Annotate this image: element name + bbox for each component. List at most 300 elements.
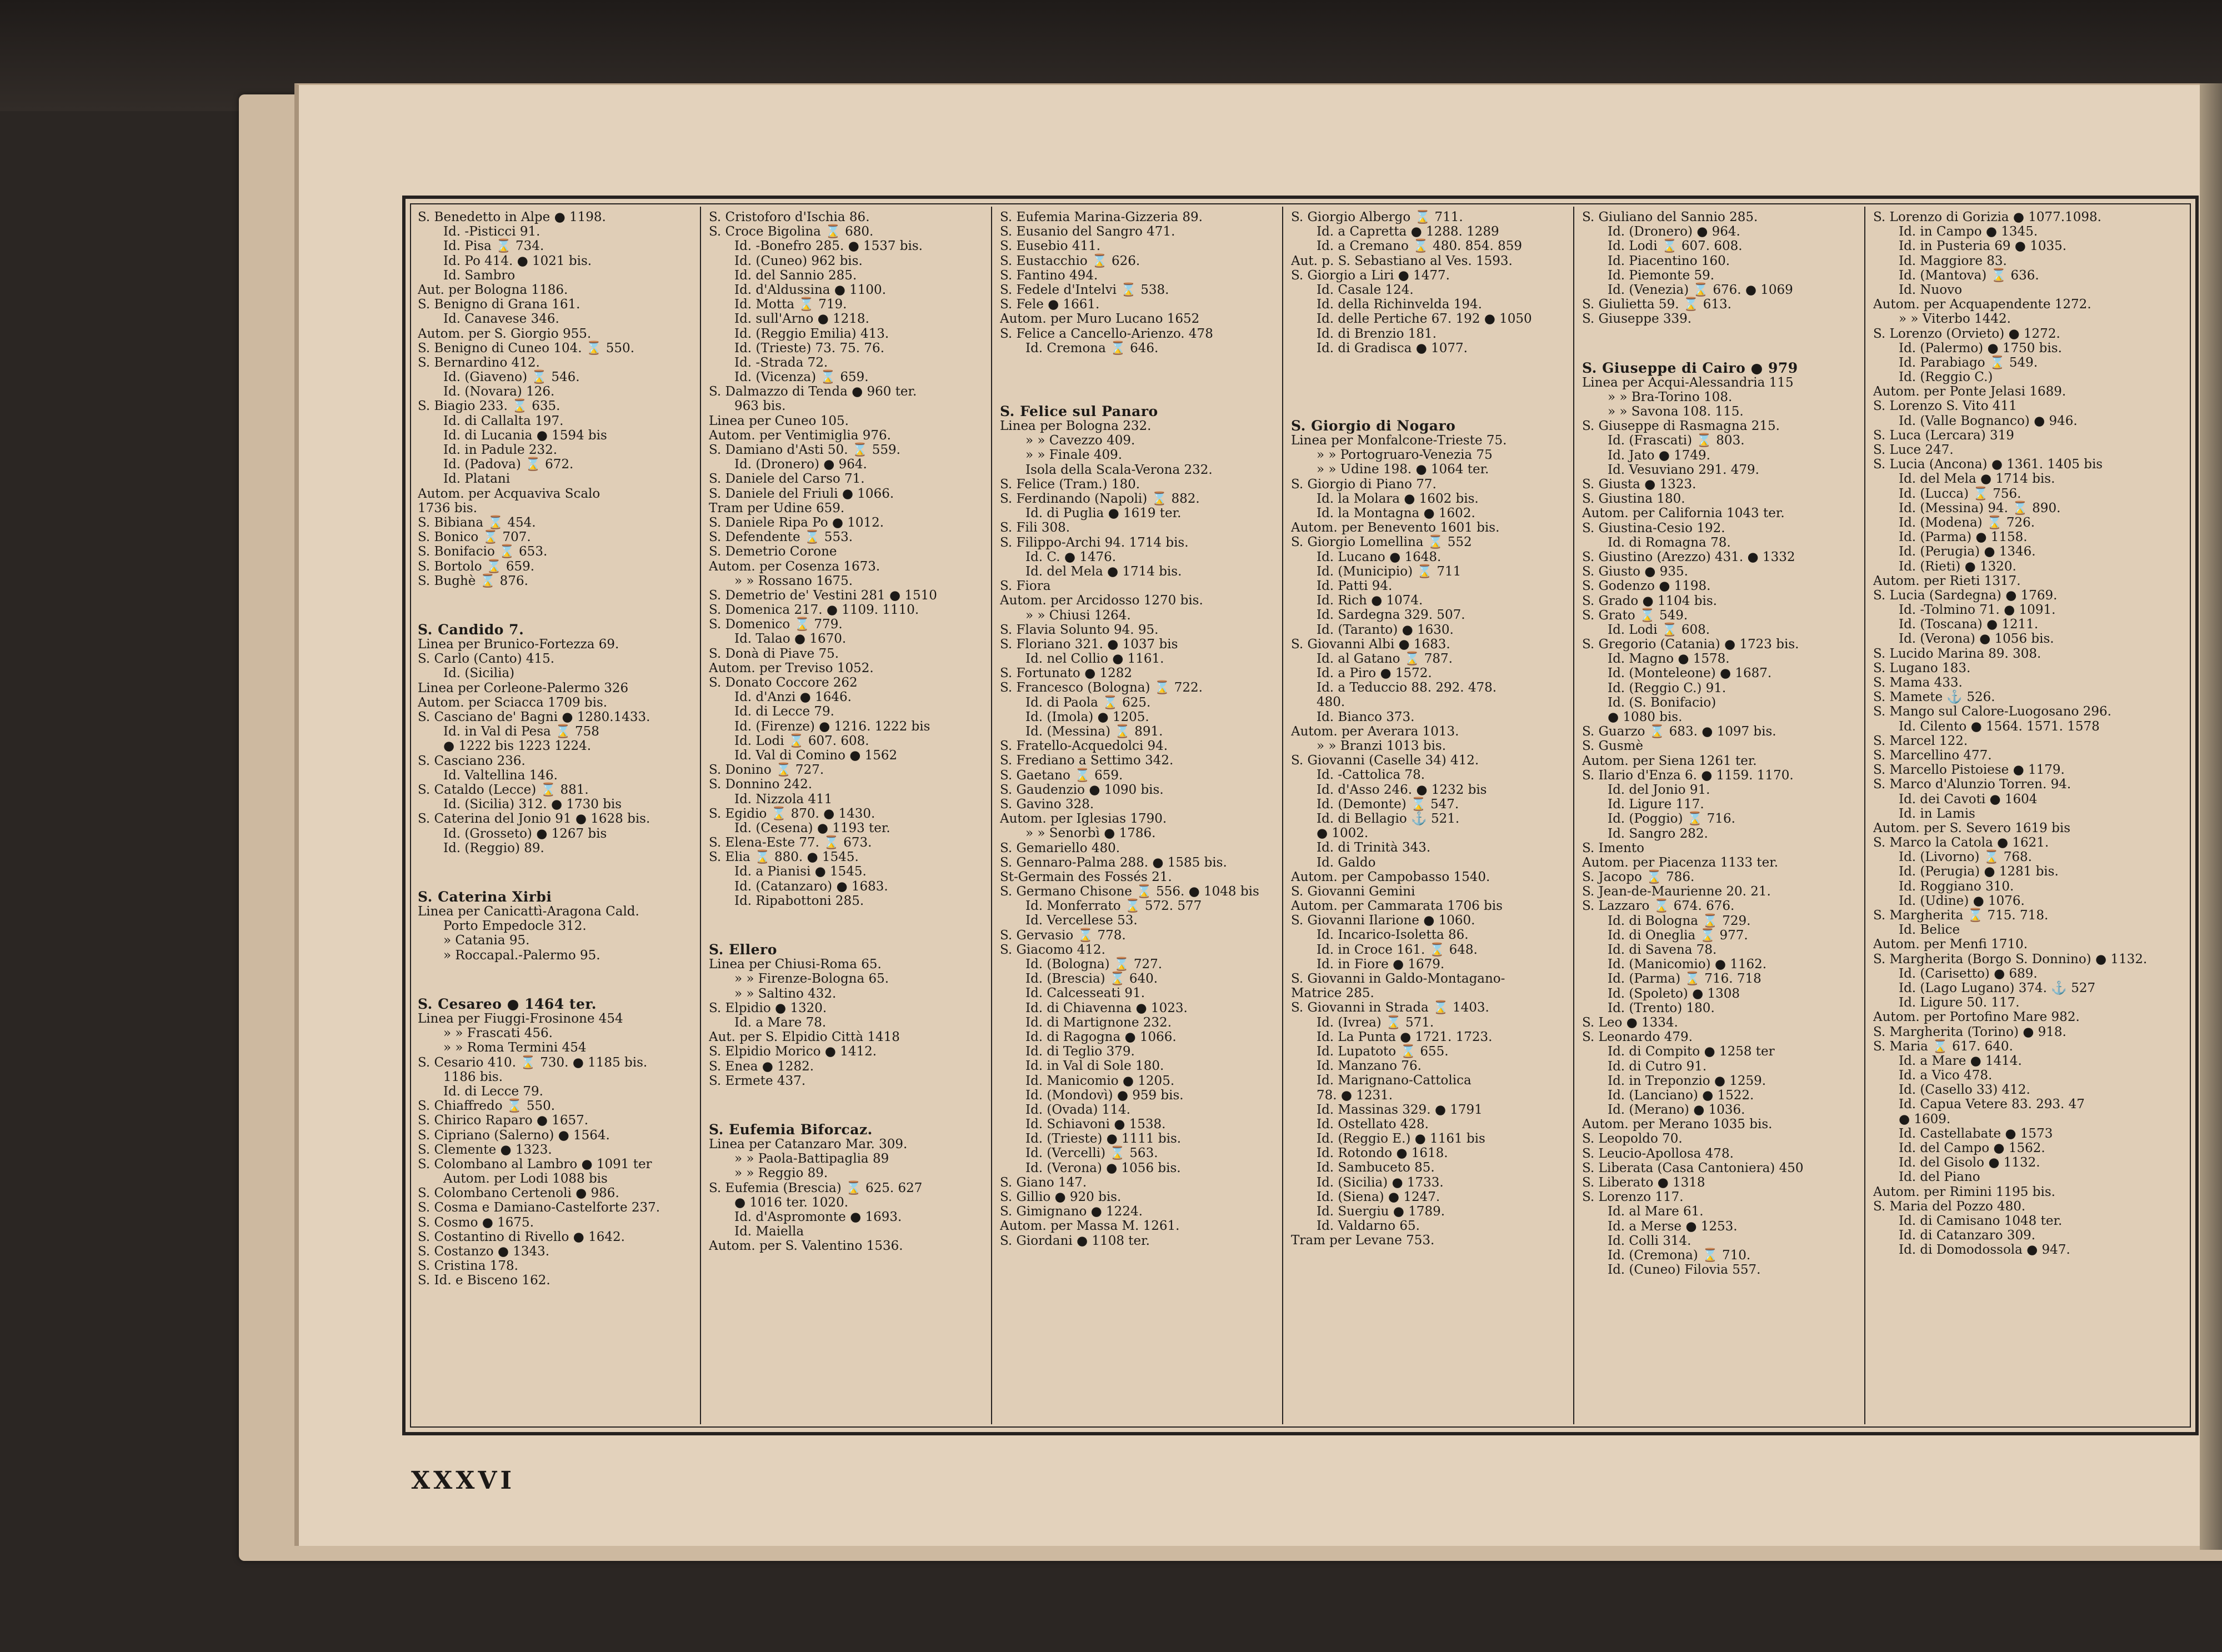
index-entry: Id. in Padule 232. (443, 443, 558, 457)
index-entry: S. Bortolo ⌛ 659. (418, 559, 535, 574)
index-entry: Autom. per Muro Lucano 1652 (1000, 312, 1200, 327)
index-entry: Id. (Reggio E.) ● 1161 bis (1317, 1132, 1485, 1147)
section-heading: S. Candido 7. (418, 621, 524, 638)
section-heading: S. Eufemia Biforcaz. (709, 1121, 873, 1138)
index-entry: Id. (Reggio C.) 91. (1608, 680, 1726, 695)
index-entry: Id. -Cattolica 78. (1317, 768, 1425, 783)
index-entry: 1186 bis. (443, 1069, 503, 1084)
index-entry: S. Fele ● 1661. (1000, 297, 1100, 312)
index-entry: S. Chiaffredo ⌛ 550. (418, 1099, 556, 1114)
index-entry: Id. (Venezia) ⌛ 676. ● 1069 (1608, 282, 1793, 297)
index-entry: Id. (Municipio) ⌛ 711 (1317, 564, 1462, 579)
index-entry: » » Udine 198. ● 1064 ter. (1317, 462, 1489, 477)
section-heading: S. Felice sul Panaro (1000, 403, 1158, 419)
index-entry: Id. di Ragogna ● 1066. (1025, 1029, 1177, 1044)
index-entry: Autom. per California 1043 ter. (1582, 506, 1785, 521)
index-entry: S. Giuseppe 339. (1582, 312, 1692, 327)
index-column-1 (418, 210, 707, 1288)
index-entry: S. Ilario d'Enza 6. ● 1159. 1170. (1582, 768, 1794, 783)
index-entry: S. Colombano Certenoli ● 986. (418, 1186, 619, 1201)
index-entry: Autom. per Averara 1013. (1291, 724, 1459, 739)
index-entry: » » Bra-Torino 108. (1608, 389, 1733, 404)
index-entry: Id. del Piano (1899, 1170, 1980, 1185)
index-entry: Id. di Martignone 232. (1025, 1015, 1172, 1030)
index-entry: S. Id. e Bisceno 162. (418, 1273, 551, 1288)
index-entry: S. Giovanni (Caselle 34) 412. (1291, 753, 1479, 768)
index-entry: Id. (Cesena) ● 1193 ter. (734, 820, 890, 835)
index-entry: Id. nel Collio ● 1161. (1025, 652, 1164, 667)
index-entry: S. Giovanni Albi ● 1683. (1291, 637, 1450, 652)
index-entry: Id. del Mela ● 1714 bis. (1025, 564, 1182, 579)
index-entry: S. Eufemia (Brescia) ⌛ 625. 627 (709, 1180, 923, 1195)
index-entry: S. Guarzo ⌛ 683. ● 1097 bis. (1582, 724, 1776, 739)
index-entry: Id. (Demonte) ⌛ 547. (1317, 797, 1459, 812)
index-entry: Autom. per Cosenza 1673. (709, 559, 880, 574)
index-entry: 480. (1317, 695, 1345, 710)
index-entry: S. Frediano a Settimo 342. (1000, 753, 1174, 768)
index-entry: 963 bis. (734, 399, 786, 414)
index-entry (1291, 384, 1580, 399)
index-entry: Linea per Canicattì-Aragona Cald. (418, 904, 639, 919)
index-entry: ● 1609. (1899, 1112, 1951, 1127)
index-entry: Autom. per Piacenza 1133 ter. (1582, 855, 1779, 870)
index-entry: Id. Piacentino 160. (1608, 253, 1730, 268)
index-entry: Aut. p. S. Sebastiano al Ves. 1593. (1291, 253, 1513, 268)
index-entry: Id. Maiella (734, 1224, 804, 1239)
index-entry: Id. in Treponzio ● 1259. (1608, 1073, 1766, 1088)
index-entry: Linea per Chiusi-Roma 65. (709, 957, 882, 972)
index-entry: Linea per Cuneo 105. (709, 413, 849, 428)
index-entry: S. Cosma e Damiano-Castelforte 237. (418, 1200, 660, 1215)
index-entry: S. Enea ● 1282. (709, 1059, 814, 1074)
index-entry: Id. di Domodossola ● 947. (1899, 1243, 2070, 1258)
index-entry: Id. Casale 124. (1317, 282, 1414, 297)
index-entry: S. Luca (Lercara) 319 (1873, 428, 2014, 443)
index-entry: Autom. per Siena 1261 ter. (1582, 753, 1757, 768)
index-entry: S. Chirico Raparo ● 1657. (418, 1113, 589, 1128)
index-entry: Id. Rotondo ● 1618. (1317, 1146, 1448, 1161)
index-entry: Id. Castellabate ● 1573 (1899, 1126, 2053, 1141)
index-entry: Autom. per Massa M. 1261. (1000, 1219, 1180, 1234)
index-entry: S. Germano Chisone ⌛ 556. ● 1048 bis (1000, 884, 1259, 899)
index-entry: Id. -Bonefro 285. ● 1537 bis. (734, 239, 923, 254)
index-entry: S. Bonico ⌛ 707. (418, 530, 531, 545)
index-entry: Id. (Trieste) ● 1111 bis. (1025, 1132, 1182, 1147)
index-entry: S. Leucio-Apollosa 478. (1582, 1146, 1734, 1161)
index-entry: Id. (Ivrea) ⌛ 571. (1317, 1015, 1434, 1030)
index-entry: S. Cesario 410. ⌛ 730. ● 1185 bis. (418, 1055, 648, 1070)
index-entry: Id. (Mondovì) ● 959 bis. (1025, 1088, 1184, 1103)
index-entry: Id. di Trinità 343. (1317, 840, 1431, 855)
index-entry (1291, 356, 1580, 370)
index-entry: Id. di Romagna 78. (1608, 535, 1731, 550)
index-entry: Id. d'Asso 246. ● 1232 bis (1317, 782, 1487, 797)
index-entry: S. Gemariello 480. (1000, 840, 1120, 855)
index-entry: Id. di Bellagio ⚓ 521. (1317, 811, 1460, 826)
index-entry: S. Fortunato ● 1282 (1000, 666, 1132, 681)
index-entry: Id. (Brescia) ⌛ 640. (1025, 972, 1158, 987)
index-entry: Id. (Perugia) ● 1346. (1899, 544, 2036, 559)
index-entry: Id. (Novara) 126. (443, 384, 555, 399)
index-entry: Id. al Mare 61. (1608, 1204, 1704, 1219)
index-entry: Id. in Pusteria 69 ● 1035. (1899, 239, 2067, 254)
index-entry: S. Colombano al Lambro ● 1091 ter (418, 1157, 652, 1172)
index-entry: S. Costanzo ● 1343. (418, 1244, 550, 1259)
index-entry: Autom. per Arcidosso 1270 bis. (1000, 593, 1203, 608)
index-entry: Id. (Vicenza) ⌛ 659. (734, 370, 869, 385)
index-entry: Tram per Levane 753. (1291, 1233, 1435, 1248)
index-entry: S. Bibiana ⌛ 454. (418, 515, 536, 530)
index-entry: Id. (Sicilia) (443, 666, 515, 681)
index-entry: Id. Sangro 282. (1608, 826, 1708, 841)
index-entry: Autom. per Treviso 1052. (709, 660, 874, 675)
index-entry: Id. (Lago Lugano) 374. ⚓ 527 (1899, 980, 2096, 995)
index-entry: Id. (Merano) ● 1036. (1608, 1103, 1745, 1118)
index-entry: S. Demetrio Corone (709, 544, 837, 559)
index-entry: S. Gusmè (1582, 739, 1643, 754)
index-entry: Id. (Padova) ⌛ 672. (443, 457, 574, 472)
index-entry: Id. (Grosseto) ● 1267 bis (443, 826, 607, 841)
index-entry: Id. di Camisano 1048 ter. (1899, 1213, 2063, 1228)
index-entry: S. Casciano 236. (418, 753, 526, 768)
index-entry: S. Daniele del Carso 71. (709, 472, 865, 487)
index-entry: Id. la Molara ● 1602 bis. (1317, 491, 1479, 506)
index-entry: » Roccapal.-Palermo 95. (443, 948, 600, 963)
index-entry: Id. Lucano ● 1648. (1317, 549, 1442, 564)
index-entry: Id. di Teglio 379. (1025, 1044, 1135, 1059)
index-entry: Id. di Lecce 79. (443, 1084, 543, 1099)
index-column-6 (1873, 210, 2162, 1258)
index-entry: S. Giuliano del Sannio 285. (1582, 210, 1758, 224)
index-entry (418, 870, 707, 884)
index-entry: S. Lugano 183. (1873, 660, 1971, 675)
index-entry: Id. (Lucca) ⌛ 756. (1899, 486, 2021, 501)
index-entry: S. Lucia (Sardegna) ● 1769. (1873, 588, 2058, 603)
index-entry: Autom. per Ventimiglia 976. (709, 428, 891, 443)
index-entry: » » Cavezzo 409. (1025, 433, 1135, 448)
index-entry: Id. del Sannio 285. (734, 268, 857, 283)
index-entry: S. Donato Coccore 262 (709, 675, 858, 690)
index-entry (418, 603, 707, 617)
index-entry: Id. a Teduccio 88. 292. 478. (1317, 680, 1497, 695)
index-entry: S. Leopoldo 70. (1582, 1132, 1683, 1147)
index-entry: Id. di Lucania ● 1594 bis (443, 428, 607, 443)
index-entry: Autom. per Acquapendente 1272. (1873, 297, 2091, 312)
index-entry: Id. Bianco 373. (1317, 709, 1415, 724)
index-entry: S. Caterina del Jonio 91 ● 1628 bis. (418, 812, 650, 827)
index-entry: Id. di Brenzio 181. (1317, 326, 1437, 341)
index-entry: S. Cipriano (Salerno) ● 1564. (418, 1128, 610, 1143)
index-entry: Id. di Savena 78. (1608, 943, 1717, 957)
index-entry: Id. Rich ● 1074. (1317, 593, 1423, 608)
index-entry: Autom. per Rieti 1317. (1873, 573, 2021, 588)
index-column-4 (1291, 210, 1580, 1248)
index-entry: Linea per Brunico-Fortezza 69. (418, 637, 619, 652)
index-entry: » » Finale 409. (1025, 448, 1123, 463)
index-entry: S. Floriano 321. ● 1037 bis (1000, 637, 1178, 652)
index-entry: S. Jacopo ⌛ 786. (1582, 870, 1695, 885)
index-entry: Autom. per S. Severo 1619 bis (1873, 820, 2070, 835)
index-entry: S. Margherita (Torino) ● 918. (1873, 1024, 2066, 1039)
index-entry: S. Gaetano ⌛ 659. (1000, 768, 1123, 783)
index-entry: Id. in Val di Sole 180. (1025, 1059, 1164, 1074)
index-entry: Id. (Messina) 94. ⌛ 890. (1899, 500, 2061, 515)
index-entry: Id. (Cremona) ⌛ 710. (1608, 1248, 1751, 1263)
index-entry: Id. C. ● 1476. (1025, 549, 1117, 564)
index-entry: S. Margherita ⌛ 715. 718. (1873, 908, 2049, 923)
index-entry: Id. (Firenze) ● 1216. 1222 bis (734, 719, 930, 734)
index-entry: Linea per Bologna 232. (1000, 419, 1152, 434)
index-entry: S. Grato ⌛ 549. (1582, 608, 1688, 623)
index-entry: Id. (Reggio) 89. (443, 840, 544, 855)
index-entry: S. Grado ● 1104 bis. (1582, 593, 1717, 608)
index-entry: Autom. per Acquaviva Scalo (418, 486, 600, 501)
index-entry: S. Gillio ● 920 bis. (1000, 1190, 1122, 1204)
index-entry: Linea per Corleone-Palermo 326 (418, 680, 629, 695)
index-entry: Matrice 285. (1291, 986, 1374, 1001)
index-entry: S. Dalmazzo di Tenda ● 960 ter. (709, 384, 917, 399)
index-entry: S. Costantino di Rivello ● 1642. (418, 1229, 625, 1244)
index-entry: Id. a Vico 478. (1899, 1068, 1993, 1083)
index-entry: S. Marco d'Alunzio Torren. 94. (1873, 777, 2071, 792)
index-entry: Id. a Piro ● 1572. (1317, 666, 1432, 681)
index-entry: S. Damiano d'Asti 50. ⌛ 559. (709, 443, 900, 457)
section-heading: S. Giorgio di Nogaro (1291, 417, 1456, 434)
index-entry: S. Fedele d'Intelvi ⌛ 538. (1000, 282, 1169, 297)
index-entry: » » Firenze-Bologna 65. (734, 972, 889, 987)
index-entry: S. Lorenzo 117. (1582, 1190, 1684, 1205)
index-entry: Id. (Poggio) ⌛ 716. (1608, 812, 1735, 827)
index-entry: S. Elpidio Morico ● 1412. (709, 1044, 877, 1059)
index-column-2 (709, 210, 998, 1254)
index-entry: ● 1080 bis. (1608, 710, 1683, 724)
index-entry: Autom. per Ponte Jelasi 1689. (1873, 384, 2066, 399)
index-entry: Id. (Bologna) ⌛ 727. (1025, 957, 1163, 972)
index-entry: S. Eufemia Marina-Gizzeria 89. (1000, 210, 1203, 224)
index-entry: » » Savona 108. 115. (1608, 404, 1744, 419)
index-entry: S. Leo ● 1334. (1582, 1015, 1678, 1030)
index-entry: Id. (Lanciano) ● 1522. (1608, 1088, 1754, 1103)
index-entry: Id. (Frascati) ⌛ 803. (1608, 433, 1745, 448)
index-entry: S. Gaudenzio ● 1090 bis. (1000, 782, 1164, 797)
index-entry (1000, 370, 1289, 384)
index-entry: Id. (Spoleto) ● 1308 (1608, 986, 1740, 1001)
index-entry: S. Giusta ● 1323. (1582, 477, 1696, 492)
index-entry: Id. di Chiavenna ● 1023. (1025, 1000, 1188, 1015)
index-entry (709, 908, 998, 923)
index-entry: S. Mamete ⚓ 526. (1873, 690, 1995, 705)
index-entry: Linea per Monfalcone-Trieste 75. (1291, 433, 1507, 448)
index-entry: Id. (Perugia) ● 1281 bis. (1899, 864, 2059, 879)
index-entry: S. Giovanni in Strada ⌛ 1403. (1291, 1000, 1489, 1015)
index-entry: S. Defendente ⌛ 553. (709, 530, 853, 545)
index-entry: S. Eusebio 411. (1000, 239, 1101, 254)
index-entry: » » Frascati 456. (443, 1026, 553, 1041)
index-entry: Id. Manzano 76. (1317, 1059, 1422, 1074)
index-entry: S. Maria ⌛ 617. 640. (1873, 1039, 2013, 1054)
index-entry: Autom. per S. Giorgio 955. (418, 326, 592, 341)
index-entry: Id. Galdo (1317, 855, 1376, 870)
index-entry: Id. (Modena) ⌛ 726. (1899, 515, 2035, 530)
index-column-5 (1582, 210, 1871, 1277)
index-entry: Autom. per S. Valentino 1536. (709, 1239, 903, 1254)
index-entry: S. Francesco (Bologna) ⌛ 722. (1000, 680, 1203, 695)
index-entry: S. Carlo (Canto) 415. (418, 652, 555, 667)
index-entry: Id. di Lecce 79. (734, 704, 834, 719)
index-entry: Autom. per Rimini 1195 bis. (1873, 1184, 2055, 1199)
index-entry: Id. Massinas 329. ● 1791 (1317, 1102, 1483, 1117)
column-divider (700, 207, 701, 1424)
index-entry: S. Donà di Piave 75. (709, 646, 839, 661)
index-entry: Autom. per Lodi 1088 bis (443, 1172, 608, 1187)
index-entry: S. Elia ⌛ 880. ● 1545. (709, 850, 859, 865)
index-entry: S. Jean-de-Maurienne 20. 21. (1582, 884, 1771, 899)
index-entry: S. Bernardino 412. (418, 355, 540, 370)
index-entry: S. Giano 147. (1000, 1175, 1087, 1190)
index-entry: » » Chiusi 1264. (1025, 608, 1131, 623)
index-entry: Id. del Campo ● 1562. (1899, 1141, 2045, 1155)
index-entry: Id. Manicomio ● 1205. (1025, 1073, 1175, 1088)
index-entry: S. Giusto ● 935. (1582, 564, 1688, 579)
index-entry: S. Bughè ⌛ 876. (418, 573, 528, 588)
index-entry: » » Rossano 1675. (734, 573, 853, 588)
index-table-frame (402, 196, 2199, 1435)
index-entry: S. Gervasio ⌛ 778. (1000, 928, 1126, 943)
index-entry: S. Donnino 242. (709, 777, 813, 792)
index-entry: Id. (Catanzaro) ● 1683. (734, 879, 888, 894)
index-entry (418, 855, 707, 870)
index-entry: S. Bonifacio ⌛ 653. (418, 544, 548, 559)
index-entry: S. Gavino 328. (1000, 797, 1094, 812)
index-entry: S. Domenico ⌛ 779. (709, 617, 843, 632)
index-entry: Id. del Jonio 91. (1608, 782, 1710, 797)
index-entry: Id. (Verona) ● 1056 bis. (1025, 1160, 1181, 1175)
index-entry: Id. (Carisetto) ● 689. (1899, 966, 2038, 981)
index-entry: S. Gennaro-Palma 288. ● 1585 bis. (1000, 855, 1227, 870)
index-entry: S. Giorgio di Piano 77. (1291, 477, 1437, 492)
index-entry: » » Reggio 89. (734, 1166, 828, 1181)
index-entry (709, 1088, 998, 1103)
index-entry: S. Biagio 233. ⌛ 635. (418, 399, 560, 414)
page-edge-right (2200, 83, 2222, 1550)
index-entry: S. Benedetto in Alpe ● 1198. (418, 210, 606, 224)
index-entry: Id. Canavese 346. (443, 312, 559, 327)
column-divider (1573, 207, 1574, 1424)
index-entry: S. Fantino 494. (1000, 268, 1098, 283)
index-entry: Linea per Acqui-Alessandria 115 (1582, 375, 1794, 390)
index-entry: Id. Sambro (443, 268, 516, 283)
index-entry: Id. (Dronero) ● 964. (1608, 224, 1740, 239)
index-entry: S. Benigno di Cuneo 104. ⌛ 550. (418, 341, 635, 356)
index-entry: Id. Nizzola 411 (734, 792, 833, 807)
index-entry: S. Giulietta 59. ⌛ 613. (1582, 297, 1731, 312)
section-heading: S. Cesareo ● 1464 ter. (418, 995, 597, 1012)
index-entry: Id. di Paola ⌛ 625. (1025, 695, 1151, 710)
section-heading: S. Ellero (709, 942, 777, 958)
index-entry: Id. in Val di Pesa ⌛ 758 (443, 724, 599, 739)
index-entry: Id. dei Cavoti ● 1604 (1899, 792, 2038, 807)
index-entry: S. Giovanni Ilarione ● 1060. (1291, 913, 1475, 928)
index-entry: Id. Schiavoni ● 1538. (1025, 1117, 1166, 1132)
index-entry (1000, 384, 1289, 399)
index-entry: S. Imento (1582, 840, 1644, 855)
index-entry: S. Giacomo 412. (1000, 942, 1105, 957)
index-entry: S. Eustacchio ⌛ 626. (1000, 253, 1140, 268)
index-entry: Id. a Capretta ● 1288. 1289 (1317, 224, 1499, 239)
index-entry: S. Lucia (Ancona) ● 1361. 1405 bis (1873, 457, 2103, 472)
index-entry: S. Domenica 217. ● 1109. 1110. (709, 603, 919, 618)
index-entry: Id. a Merse ● 1253. (1608, 1219, 1738, 1234)
index-entry: Id. (Parma) ⌛ 716. 718 (1608, 972, 1761, 987)
index-entry: Id. a Cremano ⌛ 480. 854. 859 (1317, 239, 1523, 254)
column-divider (991, 207, 992, 1424)
index-entry (709, 1103, 998, 1117)
index-entry: Id. (Udine) ● 1076. (1899, 893, 2025, 908)
index-entry: » » Portogruaro-Venezia 75 (1317, 448, 1493, 463)
index-entry: S. Lucido Marina 89. 308. (1873, 646, 2041, 661)
index-entry: Id. (Mantova) ⌛ 636. (1899, 268, 2039, 283)
index-entry: S. Giorgio Albergo ⌛ 711. (1291, 210, 1463, 224)
index-entry (418, 963, 707, 977)
index-entry: Id. di Cutro 91. (1608, 1059, 1707, 1074)
index-entry: Id. Cilento ● 1564. 1571. 1578 (1899, 719, 2100, 734)
index-entry: Id. della Richinvelda 194. (1317, 297, 1482, 312)
index-entry: Id. Belice (1899, 923, 1960, 938)
index-entry: S. Marcellino 477. (1873, 748, 1992, 763)
index-entry: Id. (Sicilia) ● 1733. (1317, 1175, 1444, 1190)
index-entry: Id. Nuovo (1899, 282, 1963, 297)
index-entry (418, 588, 707, 603)
index-entry: S. Giordani ● 1108 ter. (1000, 1233, 1150, 1248)
index-entry: Id. di Oneglia ⌛ 977. (1608, 928, 1748, 943)
index-entry: S. Felice a Cancello-Arienzo. 478 (1000, 326, 1213, 341)
index-entry: S. Donino ⌛ 727. (709, 763, 824, 778)
index-entry: S. Mama 433. (1873, 675, 1963, 690)
index-entry: » » Viterbo 1442. (1899, 312, 2011, 327)
index-entry: S. Cosmo ● 1675. (418, 1215, 534, 1230)
index-entry: Id. (Reggio C.) (1899, 370, 1993, 385)
index-entry: ● 1016 ter. 1020. (734, 1195, 849, 1210)
index-entry: S. Egidio ⌛ 870. ● 1430. (709, 806, 875, 821)
index-entry: Autom. per Merano 1035 bis. (1582, 1117, 1773, 1132)
index-entry: S. Daniele Ripa Po ● 1012. (709, 515, 884, 530)
index-entry: Id. Talao ● 1670. (734, 632, 847, 647)
index-entry: Id. (Trieste) 73. 75. 76. (734, 341, 885, 356)
index-entry: S. Lazzaro ⌛ 674. 676. (1582, 899, 1735, 914)
index-entry: S. Marcello Pistoiese ● 1179. (1873, 763, 2065, 778)
index-entry: ● 1222 bis 1223 1224. (443, 739, 592, 754)
index-entry: S. Flavia Solunto 94. 95. (1000, 622, 1159, 637)
index-entry: S. Giustina 180. (1582, 492, 1685, 507)
index-entry: Id. Piemonte 59. (1608, 268, 1715, 283)
section-heading: S. Giuseppe di Cairo ● 979 (1582, 359, 1798, 376)
index-entry: Autom. per Campobasso 1540. (1291, 869, 1490, 884)
index-entry: S. Cristoforo d'Ischia 86. (709, 210, 870, 224)
index-entry: Id. d'Aldussina ● 1100. (734, 282, 887, 297)
index-entry: S. Gimignano ● 1224. (1000, 1204, 1143, 1219)
index-entry: Id. (Verona) ● 1056 bis. (1899, 632, 2054, 647)
index-entry: Id. in Lamis (1899, 806, 1975, 821)
index-entry: Id. al Gatano ⌛ 787. (1317, 651, 1453, 666)
index-entry: S. Casciano de' Bagni ● 1280.1433. (418, 710, 650, 724)
index-entry: Id. Lupatoto ⌛ 655. (1317, 1044, 1449, 1059)
index-entry: S. Elena-Este 77. ⌛ 673. (709, 835, 872, 850)
index-entry: S. Maria del Pozzo 480. (1873, 1199, 2026, 1214)
index-entry: Id. d'Anzi ● 1646. (734, 690, 852, 705)
index-entry: S. Giovanni in Galdo-Montagano- (1291, 972, 1505, 986)
index-entry: S. Liberata (Casa Cantoniera) 450 (1582, 1160, 1804, 1175)
index-entry: Id. Magno ● 1578. (1608, 652, 1730, 667)
